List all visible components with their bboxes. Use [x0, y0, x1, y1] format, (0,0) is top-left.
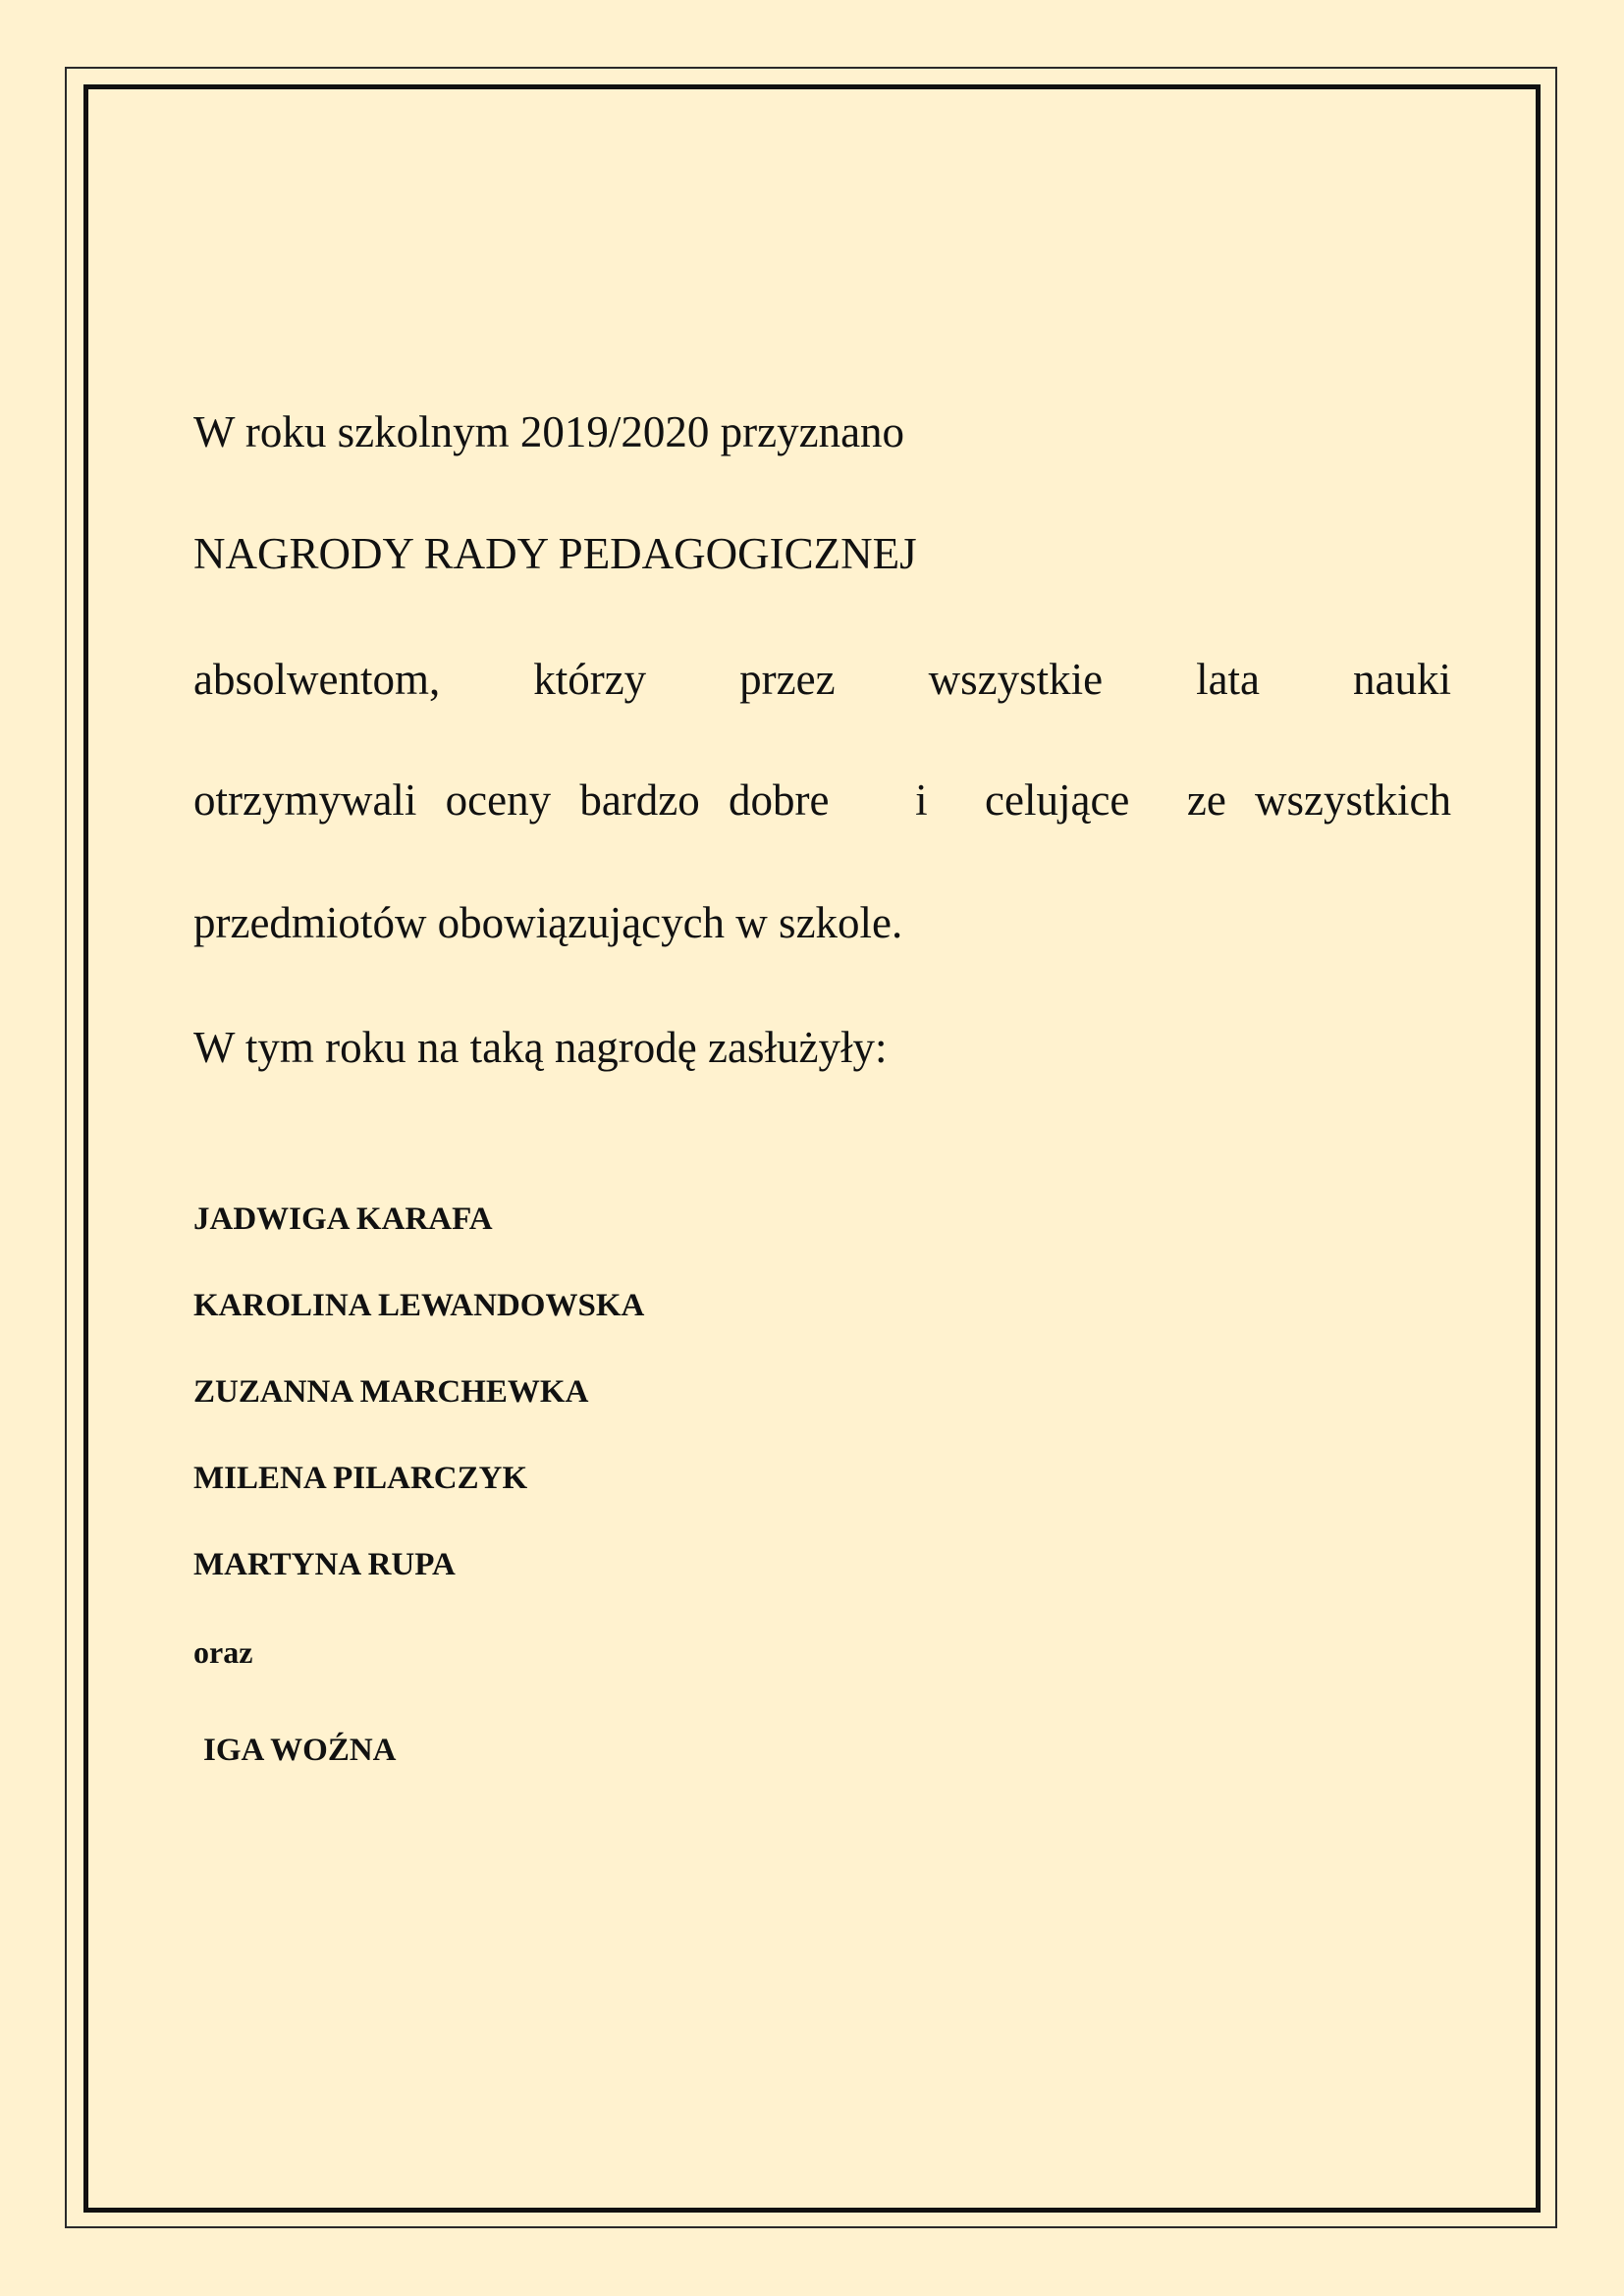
winner-name: ZUZANNA MARCHEWKA [193, 1374, 589, 1410]
page-inner-border [83, 84, 1541, 2213]
intro-text: W roku szkolnym 2019/2020 przyznano [193, 407, 905, 456]
award-title: NAGRODY RADY PEDAGOGICZNEJ [193, 529, 917, 578]
winner-name: MILENA PILARCZYK [193, 1461, 528, 1496]
winner-name: KAROLINA LEWANDOWSKA [193, 1288, 645, 1323]
description-line-3: przedmiotów obowiązujących w szkole. [193, 898, 903, 947]
last-winner-name: IGA WOŹNA [203, 1733, 397, 1768]
winners-intro: W tym roku na taką nagrodę zasłużyły: [193, 1023, 888, 1072]
connector-text: oraz [193, 1634, 253, 1670]
winner-name: MARTYNA RUPA [193, 1547, 456, 1582]
description-line-1: absolwentom, którzy przez wszystkie lata nauki [193, 655, 1451, 704]
winner-name: JADWIGA KARAFA [193, 1201, 493, 1237]
description-line-2: otrzymywali oceny bardzo dobre i celujące ze wszystkich [193, 775, 1451, 825]
